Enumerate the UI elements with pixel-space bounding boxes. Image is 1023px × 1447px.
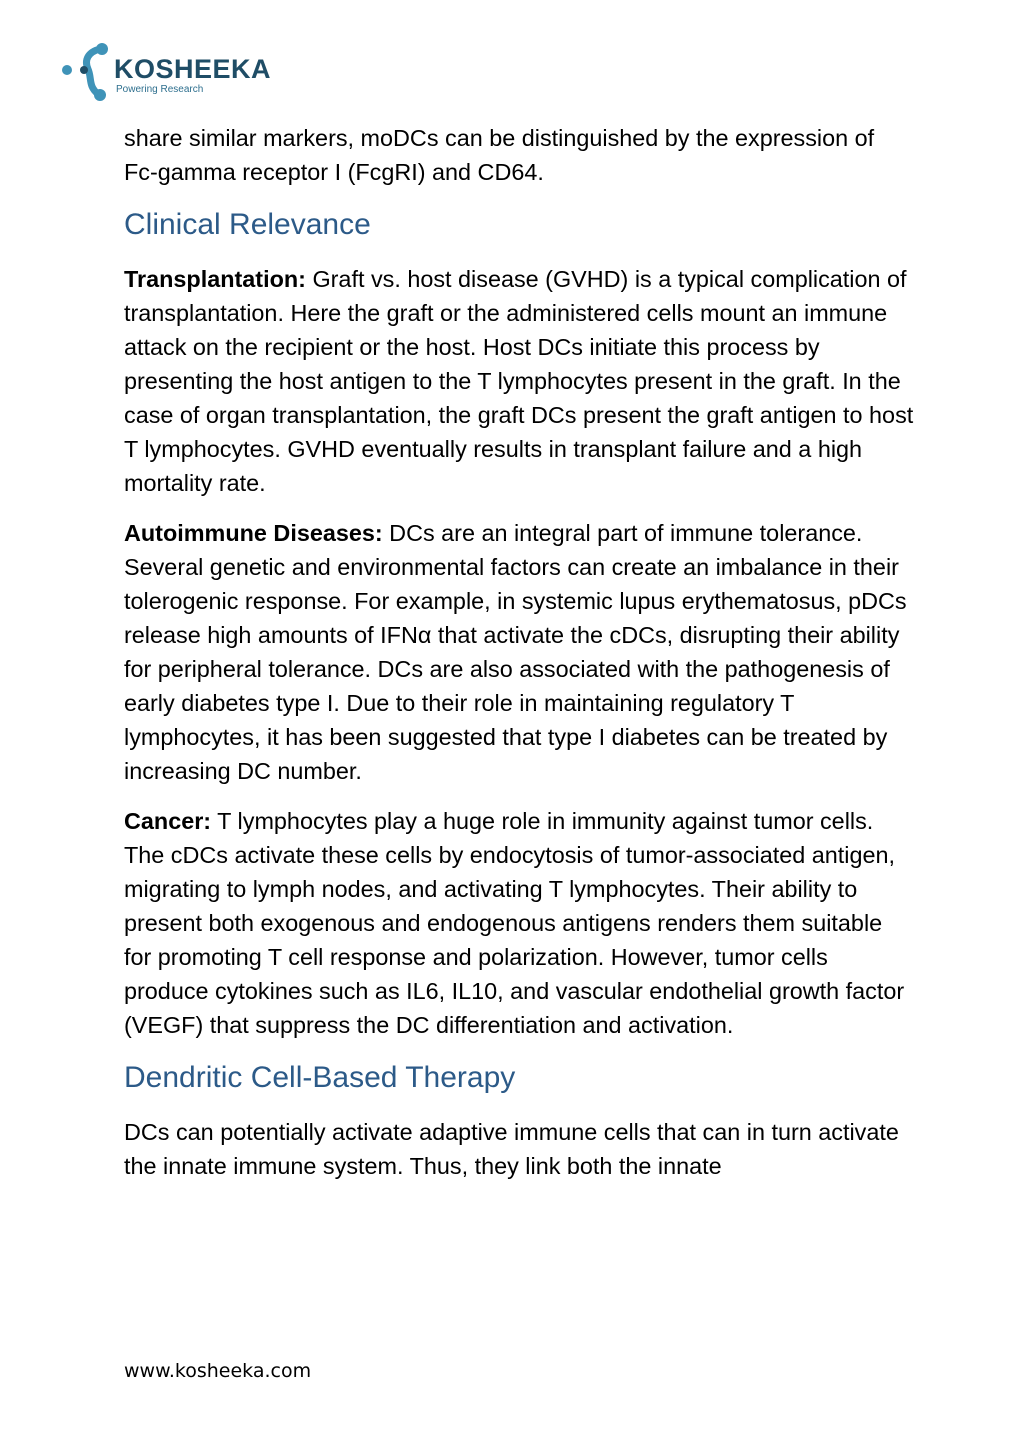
autoimmune-label: Autoimmune Diseases:	[124, 520, 383, 546]
autoimmune-paragraph	[124, 516, 914, 788]
transplantation-text: Graft vs. host disease (GVHD) is a typical complication of transplantation. Here the graft or the administered cells mount an immune attack on the recipient or the host. Host DCs initiate this process by presenting the host antigen to the T lymphocytes present in the graft. In the case of organ transplantation, the graft DCs present the graft antigen to host T lymphocytes. GVHD eventually results in transplant failure and a high mortality rate.	[124, 266, 914, 496]
dc-therapy-heading: Dendritic Cell-Based Therapy	[124, 1061, 516, 1094]
transplantation-paragraph	[124, 262, 914, 500]
intro-paragraph: share similar markers, moDCs can be distinguished by the expression of Fc-gamma receptor I (FcgRI) and CD64.	[124, 125, 875, 185]
document-body	[124, 121, 914, 1199]
footer-url[interactable]: www.kosheeka.com	[124, 1360, 312, 1382]
kosheeka-logo	[60, 42, 300, 104]
logo-name: KOSHEEKA	[114, 54, 272, 84]
clinical-relevance-heading: Clinical Relevance	[124, 208, 371, 241]
logo-tagline: Powering Research	[116, 84, 204, 95]
cancer-paragraph	[124, 804, 914, 1042]
cancer-text: T lymphocytes play a huge role in immunity against tumor cells. The cDCs activate these cells by endocytosis of tumor-associated antigen, migrating to lymph nodes, and activating T lymphocytes. Their ability to present both exogenous and endogenous antigens renders them suitable for promoting T cell response and polarization. However, tumor cells produce cytokines such as IL6, IL10, and vascular endothelial growth factor (VEGF) that suppress the DC differentiation and activation.	[124, 808, 905, 1038]
transplantation-label: Transplantation:	[124, 266, 306, 292]
cancer-label: Cancer:	[124, 808, 212, 834]
dc-therapy-paragraph: DCs can potentially activate adaptive immune cells that can in turn activate the innate immune system. Thus, they link both the innate	[124, 1119, 899, 1179]
autoimmune-text: DCs are an integral part of immune tolerance. Several genetic and environmental factors can create an imbalance in their tolerogenic response. For example, in systemic lupus erythematosus, pDCs release high amounts of IFNα that activate the cDCs, disrupting their ability for peripheral tolerance. DCs are also associated with the pathogenesis of early diabetes type I. Due to their role in maintaining regulatory T lymphocytes, it has been suggested that type I diabetes can be treated by increasing DC number.	[124, 520, 907, 784]
logo-mark-icon	[60, 42, 120, 104]
